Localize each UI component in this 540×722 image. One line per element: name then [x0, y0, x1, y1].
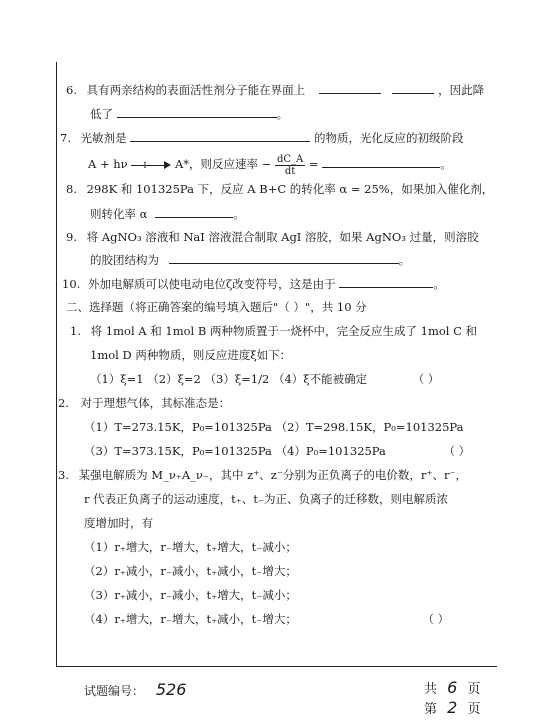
mc3-text-line3: 度增加时，有 [84, 516, 153, 530]
exam-code [84, 680, 186, 699]
question-7 [60, 130, 463, 145]
page-suffix: 页 [467, 702, 481, 717]
q7-equation: A + hν I A*，则反应速率 − $\frac{dC\_A}{dt}$ = 。 [88, 153, 452, 177]
arrow-label: I [143, 161, 147, 170]
total-prefix: 共 [424, 682, 438, 697]
q8-text-line2: 则转化率 α [90, 207, 148, 221]
q6-blank-1[interactable] [319, 82, 381, 94]
page-number [424, 698, 481, 717]
q8-number: 8. [66, 182, 77, 196]
q9-text-line2: 的胶团结构为 [90, 253, 159, 267]
mc3-text-line1: 某强电解质为 M_ν₊A_ν₋，其中 z⁺、z⁻分别为正负离子的电价数，r⁺、r⁻， [78, 468, 468, 482]
mc2-options-34: （3）T=373.15K，P₀=101325Pa （4）P₀=101325Pa [84, 444, 386, 458]
q6-blank-3[interactable] [117, 106, 277, 118]
question-6 [66, 82, 484, 97]
total-pages: 6 [447, 678, 458, 697]
q6-blank-2[interactable] [392, 82, 434, 94]
mc3-number: 3. [58, 468, 69, 482]
mc1-text-line1: 将 1mol A 和 1mol B 两种物质置于一烧杯中，完全反应生成了 1mol C 和 [90, 324, 478, 338]
q10-blank[interactable] [339, 276, 433, 288]
q6-text-line2: 低了 [90, 107, 113, 121]
mc2-answer-box[interactable]: （ ） [443, 444, 471, 458]
exam-code-label: 试题编号： [84, 684, 145, 698]
mc2-options-34-row [84, 444, 470, 458]
q10-text: 外加电解质可以使电动电位ζ改变符号，这是由于 [87, 277, 336, 291]
page-total [424, 678, 481, 697]
mc2-number: 2. [58, 396, 69, 410]
q7-eq-equals: = [308, 157, 319, 171]
mc3-option-4: （4）r₊增大，r₋增大，t₊减小，t₋增大； [84, 612, 297, 626]
q7-text-end: 的物质，光化反应的初级阶段 [313, 131, 464, 145]
total-suffix: 页 [467, 682, 481, 697]
mc-question-1 [70, 324, 477, 338]
q7-blank-1[interactable] [130, 130, 310, 142]
mc-question-2 [58, 396, 230, 410]
rate-fraction [275, 154, 305, 177]
section-2-heading: 二、选择题（将正确答案的编号填入题后"（ ）"，共 10 分 [66, 300, 367, 314]
q8-text-line1: 298K 和 101325Pa 下，反应 A B+C 的转化率 α = 25%，如果加入催化剂， [86, 182, 494, 196]
q6-text-line1: 具有两亲结构的表面活性剂分子能在界面上 [86, 83, 306, 97]
exam-code-value: 526 [155, 680, 187, 699]
q8-blank[interactable] [155, 206, 233, 218]
mc3-option-3: （3）r₊减小，r₋减小，t₊增大，t₋减小； [84, 588, 297, 602]
q7-number: 7. [60, 131, 71, 145]
q6-text-line1-end: ，因此降 [438, 83, 485, 97]
fraction-numerator: dC_A [276, 153, 304, 165]
mc3-option-1: （1）r₊增大，r₋增大，t₊增大，t₋减小； [84, 540, 297, 554]
current-page: 2 [447, 698, 458, 717]
q9-line2: 的胶团结构为 。 [90, 253, 411, 267]
question-8 [66, 182, 493, 196]
question-9 [66, 230, 479, 244]
q7-text-start: 光敏剂是 [80, 131, 127, 145]
mc2-options-12: （1）T=273.15K，P₀=101325Pa （2）T=298.15K，P₀=101325Pa [84, 420, 464, 434]
q7-eq-right: A*，则反应速率 − [174, 157, 272, 171]
q7-blank-2[interactable] [322, 156, 440, 168]
mc3-text-line2: r 代表正负离子的运动速度，t₊、t₋为正、负离子的迁移数，则电解质浓 [84, 492, 449, 506]
mc3-option-4-row [84, 612, 449, 626]
mc2-text-line1: 对于理想气体，其标准态是： [80, 396, 231, 410]
q9-number: 9. [66, 230, 77, 244]
page-prefix: 第 [424, 702, 438, 717]
q6-number: 6. [66, 83, 77, 97]
question-10: 10. 外加电解质可以使电动电位ζ改变符号，这是由于 。 [62, 277, 445, 291]
q9-text-line1: 将 AgNO₃ 溶液和 NaI 溶液混合制取 AgI 溶胶，如果 AgNO₃ 过量，则溶胶 [86, 230, 479, 244]
mc1-answer-box[interactable]: （ ） [412, 372, 440, 386]
mc1-number: 1. [70, 324, 81, 338]
q7-eq-left: A + hν [88, 157, 128, 171]
fraction-denominator: dt [284, 165, 296, 177]
mc3-answer-box[interactable]: （ ） [422, 612, 450, 626]
mc1-options [90, 372, 439, 386]
q9-blank[interactable] [169, 252, 399, 264]
q8-line2: 则转化率 α 。 [90, 207, 245, 221]
mc3-option-2: （2）r₊减小，r₋减小，t₊减小，t₋增大； [84, 564, 297, 578]
mc1-text-line2: 1mol D 两种物质，则反应进度ξ如下： [90, 348, 292, 362]
q6-line2: 低了 。 [90, 107, 289, 121]
q10-number: 10. [62, 277, 81, 291]
mc-question-3 [58, 468, 467, 482]
mc1-options-text: （1）ξ=1 （2）ξ=2 （3）ξ=1/2 （4）ξ不能被确定 [90, 372, 368, 386]
reaction-arrow-icon [131, 160, 171, 170]
